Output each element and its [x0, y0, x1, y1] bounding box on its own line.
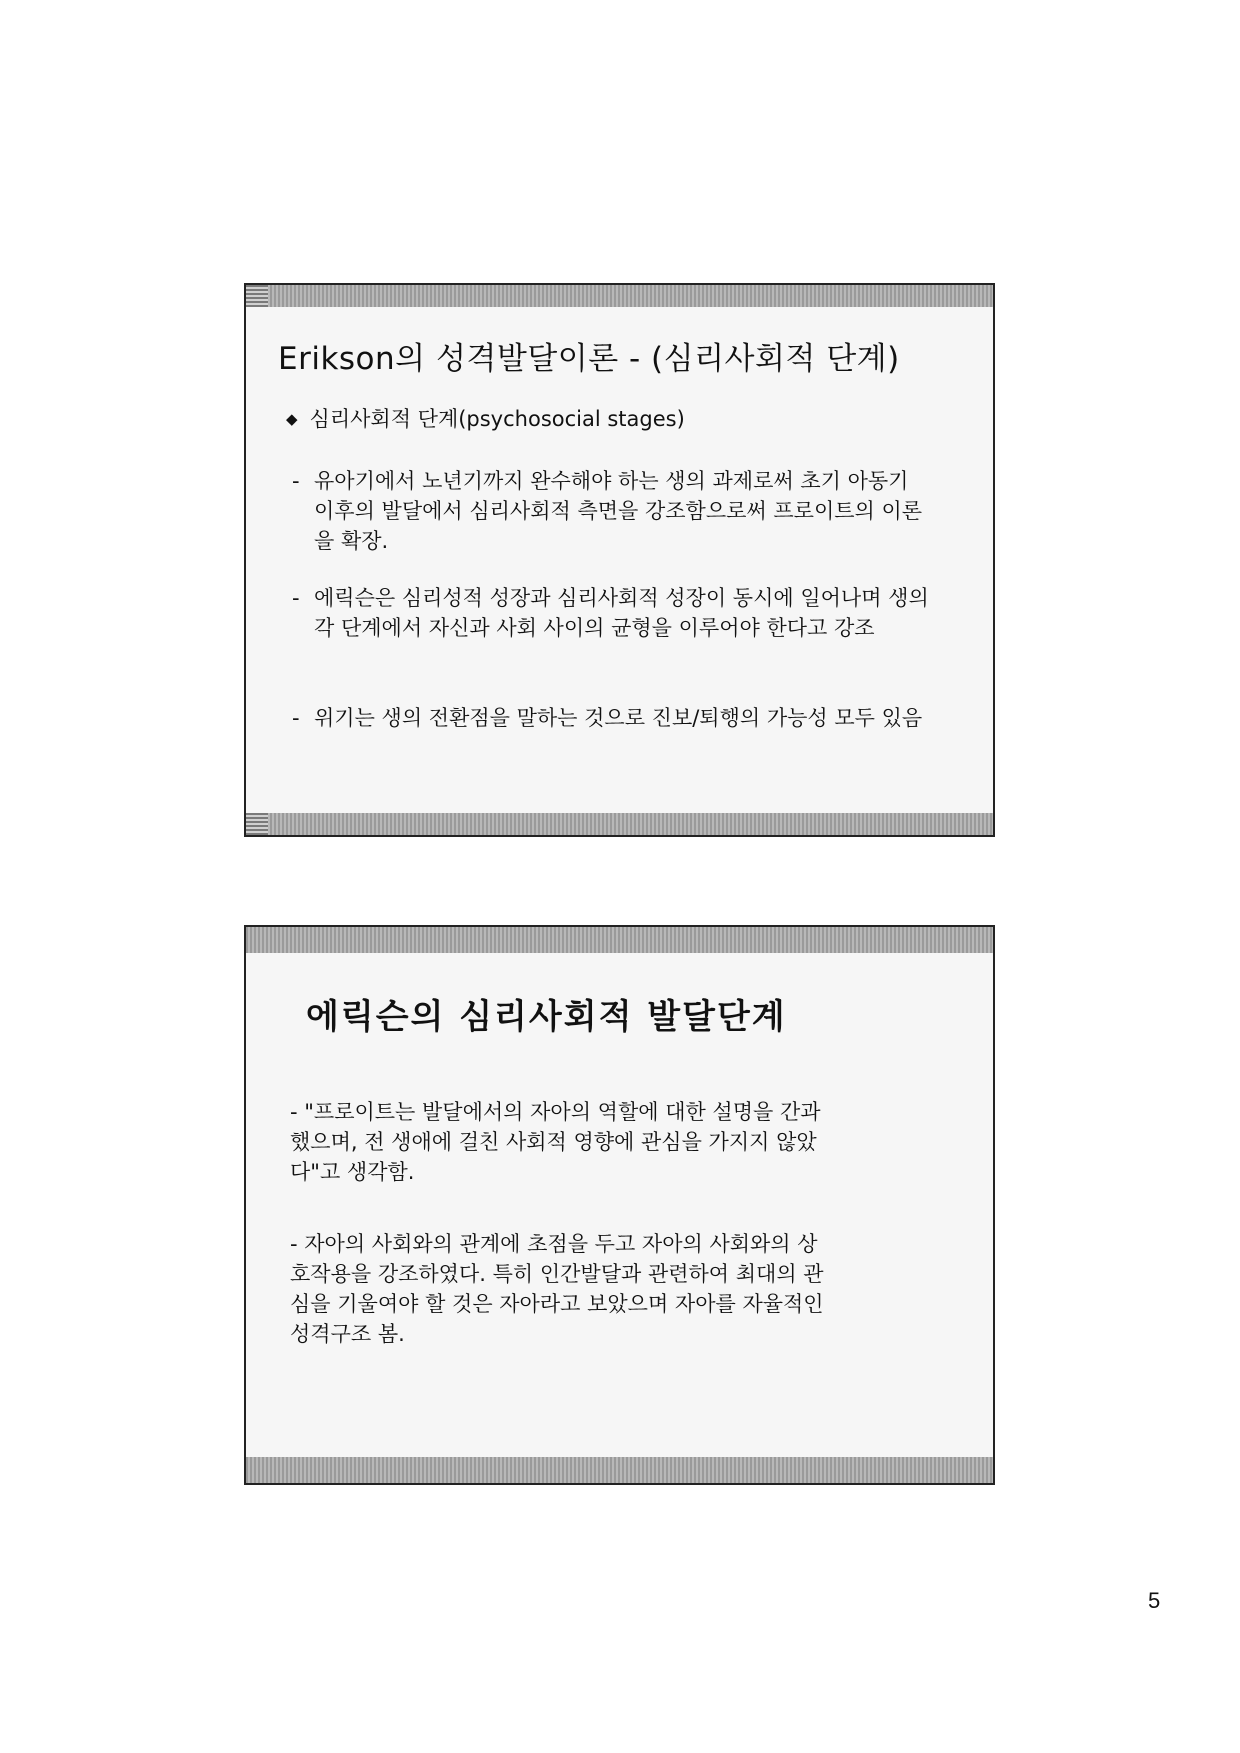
page-number: 5 [1148, 1588, 1161, 1613]
paragraph-text: 유아기에서 노년기까지 완수해야 하는 생의 과제로써 초기 아동기 이후의 발달에서 심리사회적 측면을 강조함으로써 프로이트의 이론을 확장. [314, 469, 923, 553]
paragraph [292, 466, 932, 556]
dash-marker: - [292, 469, 300, 493]
dash-marker: - [292, 706, 300, 730]
slide-title: 에릭슨의 심리사회적 발달단계 [306, 997, 787, 1037]
bullet-text: 심리사회적 단계(psychosocial stages) [309, 407, 685, 431]
slide-erikson-development-stages [244, 925, 995, 1485]
slide-erikson-stages [244, 283, 995, 837]
paragraph: - "프로이트는 발달에서의 자아의 역할에 대한 설명을 간과했으며, 전 생애에 걸친 사회적 영향에 관심을 가지지 않았다"고 생각함. [290, 1100, 821, 1184]
paragraph: - 자아의 사회와의 관계에 초점을 두고 자아의 사회와의 상호작용을 강조하였다. 특히 인간발달과 관련하여 최대의 관심을 기울여야 할 것은 자아라고 보았으며 자아를 자율적인 성격구조 봄. [290, 1232, 824, 1346]
paragraph [292, 703, 932, 733]
slide-bottom-band [246, 813, 993, 835]
dash-marker: - [292, 586, 300, 610]
slide-bottom-band [246, 1457, 993, 1483]
diamond-bullet-icon: ◆ [286, 410, 298, 428]
paragraph-text: 에릭슨은 심리성적 성장과 심리사회적 성장이 동시에 일어나며 생의 각 단계에서 자신과 사회 사이의 균형을 이루어야 한다고 강조 [314, 586, 929, 640]
slide-corner-pattern [246, 285, 268, 307]
slide-corner-pattern [246, 813, 268, 835]
slide-top-band [246, 285, 993, 307]
slide-top-band [246, 927, 993, 953]
paragraph [292, 583, 932, 643]
bullet-item [286, 403, 685, 433]
paragraph-text: 위기는 생의 전환점을 말하는 것으로 진보/퇴행의 가능성 모두 있음 [314, 706, 923, 730]
slide-title: Erikson의 성격발달이론 - (심리사회적 단계) [278, 341, 900, 377]
